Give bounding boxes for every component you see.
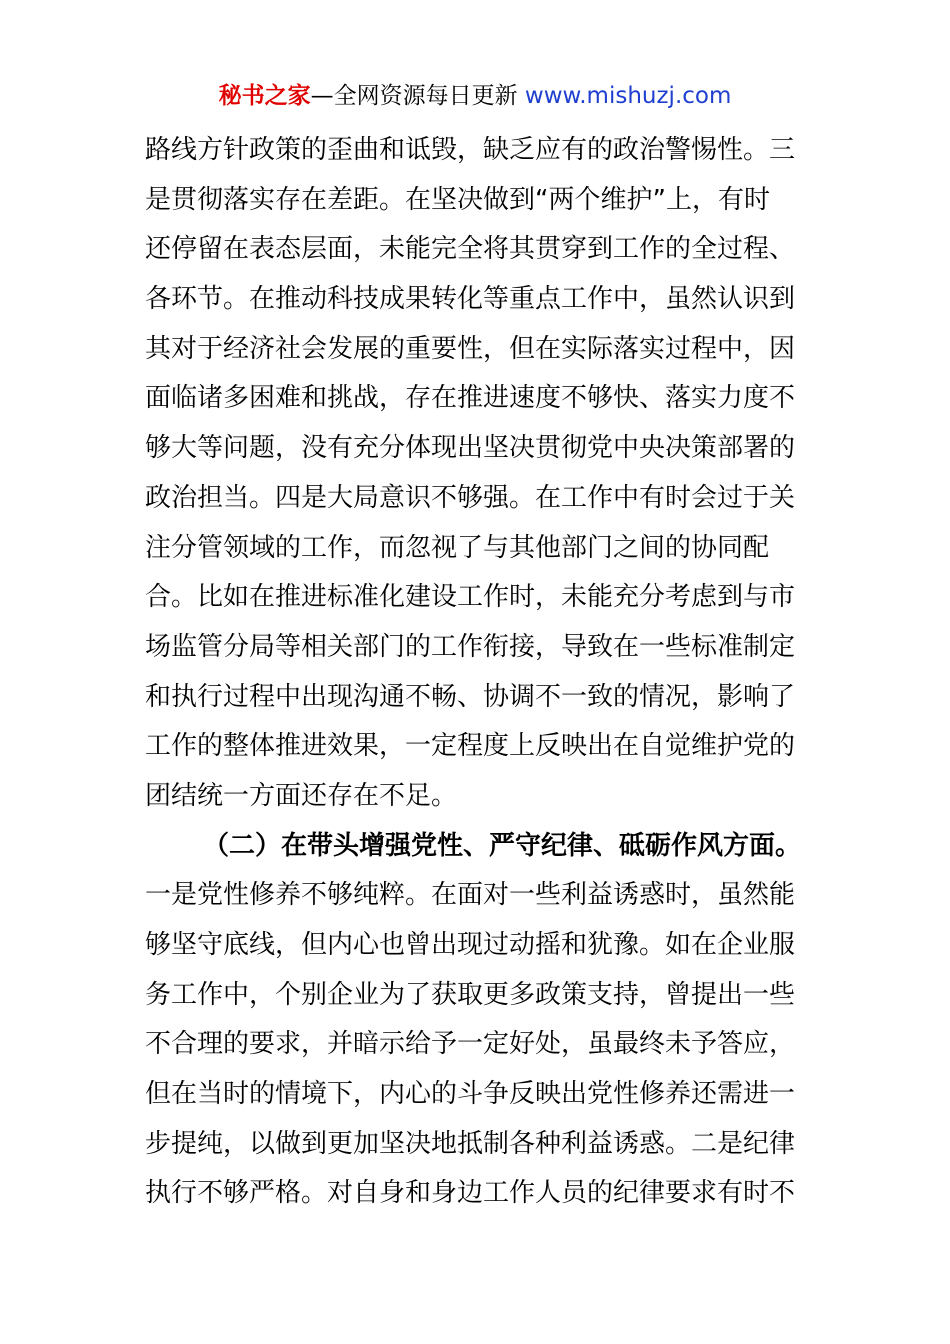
body-line: 但在当时的情境下，内心的斗争反映出党性修养还需进一 xyxy=(145,1079,796,1110)
site-url-link[interactable]: www.mishuzj.com xyxy=(524,83,732,109)
body-line: 路线方针政策的歪曲和诋毁，缺乏应有的政治警惕性。三 xyxy=(145,135,796,165)
body-line: 步提纯，以做到更加坚决地抵制各种利益诱惑。二是纪律 xyxy=(145,1128,796,1159)
body-line: 合。比如在推进标准化建设工作时，未能充分考虑到与市 xyxy=(145,582,796,613)
body-line: 场监管分局等相关部门的工作衔接，导致在一些标准制定 xyxy=(145,631,796,662)
body-line: 工作的整体推进效果，一定程度上反映出在自觉维护党的 xyxy=(145,731,796,762)
body-line: 注分管领域的工作，而忽视了与其他部门之间的协同配 xyxy=(145,532,770,563)
site-header xyxy=(0,78,950,114)
body-line: 够坚守底线，但内心也曾出现过动摇和犹豫。如在企业服 xyxy=(145,930,796,960)
body-line: 一是党性修养不够纯粹。在面对一些利益诱惑时，虽然能 xyxy=(145,880,796,911)
body-line: 是贯彻落实存在差距。在坚决做到“两个维护”上，有时 xyxy=(145,184,770,215)
body-line: 不合理的要求，并暗示给予一定好处，虽最终未予答应， xyxy=(145,1029,796,1060)
body-line: 够大等问题，没有充分体现出坚决贯彻党中央决策部署的 xyxy=(145,433,796,464)
body-line: 和执行过程中出现沟通不畅、协调不一致的情况，影响了 xyxy=(145,681,796,712)
brand-name: 秘书之家 xyxy=(218,83,311,109)
document-body xyxy=(145,126,805,1219)
body-line: 团结统一方面还存在不足。 xyxy=(145,780,458,811)
body-line: 各环节。在推动科技成果转化等重点工作中，虽然认识到 xyxy=(145,284,796,315)
header-tagline: —全网资源每日更新 xyxy=(310,83,525,109)
body-line: 执行不够严格。对自身和身边工作人员的纪律要求有时不 xyxy=(145,1178,796,1209)
body-line: 面临诸多困难和挑战，存在推进速度不够快、落实力度不 xyxy=(145,383,796,414)
body-line: 其对于经济社会发展的重要性，但在实际落实过程中，因 xyxy=(145,333,796,364)
body-line: 政治担当。四是大局意识不够强。在工作中有时会过于关 xyxy=(145,482,796,513)
body-line: 还停留在表态层面，未能完全将其贯穿到工作的全过程、 xyxy=(145,234,796,265)
body-line: 务工作中，个别企业为了获取更多政策支持，曾提出一些 xyxy=(145,979,796,1010)
section-heading: （二）在带头增强党性、严守纪律、砥砺作风方面。 xyxy=(203,830,802,861)
